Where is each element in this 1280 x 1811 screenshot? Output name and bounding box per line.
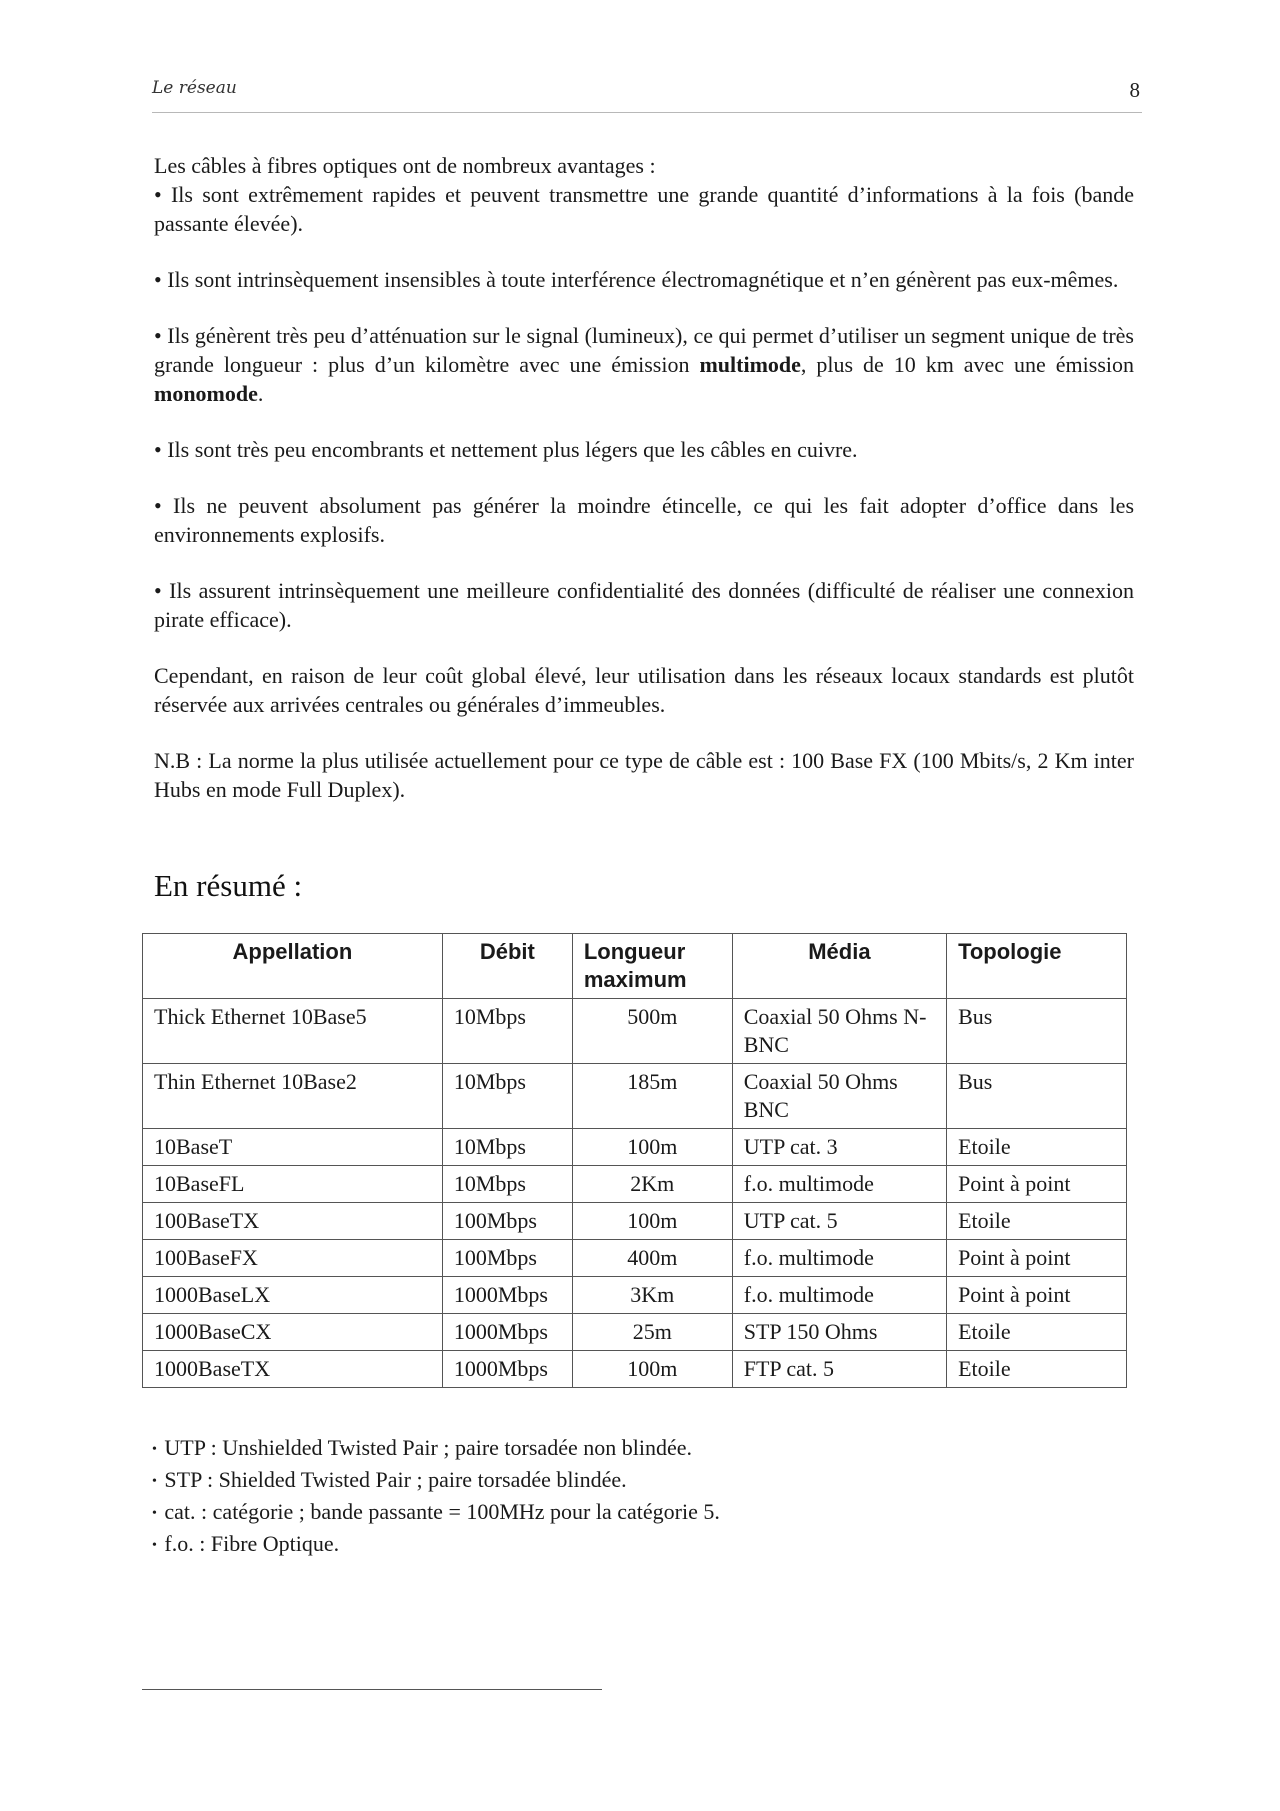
table-row [143, 1351, 1127, 1388]
header-topologie: Topologie [947, 934, 1127, 999]
cell-topologie: Point à point [947, 1166, 1127, 1203]
header-media: Média [732, 934, 946, 999]
cell-longueur: 100m [572, 1129, 732, 1166]
cell-appellation: 10BaseT [143, 1129, 443, 1166]
cell-debit: 100Mbps [442, 1240, 572, 1277]
cell-topologie: Bus [947, 999, 1127, 1064]
cell-topologie: Point à point [947, 1277, 1127, 1314]
bullet-lightweight: • Ils sont très peu encombrants et nettement plus légers que les câbles en cuivre. [154, 437, 858, 462]
table-row [143, 1166, 1127, 1203]
cell-debit: 10Mbps [442, 999, 572, 1064]
page-header [152, 76, 1142, 113]
cell-appellation: 1000BaseTX [143, 1351, 443, 1388]
table-row [143, 1277, 1127, 1314]
cell-topologie: Point à point [947, 1240, 1127, 1277]
bullet-dot-icon: • [152, 1506, 157, 1521]
bullet-attenuation-text-middle: , plus de 10 km avec une émission [800, 352, 1134, 377]
cell-media: Coaxial 50 Ohms N-BNC [732, 999, 946, 1064]
cell-media: Coaxial 50 Ohms BNC [732, 1064, 946, 1129]
cell-media: f.o. multimode [732, 1277, 946, 1314]
cell-debit: 100Mbps [442, 1203, 572, 1240]
table-row [143, 999, 1127, 1064]
cell-longueur: 100m [572, 1351, 732, 1388]
footnote-text: cat. : catégorie ; bande passante = 100MHz pour la catégorie 5. [164, 1499, 720, 1524]
table-row [143, 1203, 1127, 1240]
footnote-text: f.o. : Fibre Optique. [164, 1531, 340, 1556]
bold-monomode: monomode [154, 381, 258, 406]
cell-debit: 1000Mbps [442, 1351, 572, 1388]
table-row [143, 1240, 1127, 1277]
table-row [143, 1314, 1127, 1351]
table-header-row [143, 934, 1127, 999]
cell-topologie: Etoile [947, 1351, 1127, 1388]
cell-media: STP 150 Ohms [732, 1314, 946, 1351]
summary-table [142, 933, 1127, 1388]
cell-topologie: Etoile [947, 1129, 1127, 1166]
cell-appellation: 100BaseFX [143, 1240, 443, 1277]
bullet-speed: • Ils sont extrêmement rapides et peuvent transmettre une grande quantité d’informations à la fois (bande passante élevée). [154, 182, 1134, 236]
cell-debit: 10Mbps [442, 1064, 572, 1129]
summary-title: En résumé : [154, 868, 303, 903]
cell-media: UTP cat. 5 [732, 1203, 946, 1240]
cell-debit: 1000Mbps [442, 1277, 572, 1314]
header-title: Le réseau [152, 78, 237, 98]
bullet-attenuation-text-before: • Ils génèrent très peu d’atténuation sur le signal (lumineux), ce qui permet d’utiliser un segment unique de très grande longueur : plus d’un kilomètre avec une émission [154, 323, 1134, 377]
bullet-interference: • Ils sont intrinsèquement insensibles à toute interférence électromagnétique et n’en génèrent pas eux-mêmes. [154, 267, 1119, 292]
cell-longueur: 185m [572, 1064, 732, 1129]
page-number: 8 [1129, 78, 1140, 102]
bullet-dot-icon: • [152, 1474, 157, 1489]
cell-longueur: 500m [572, 999, 732, 1064]
cell-appellation: 100BaseTX [143, 1203, 443, 1240]
footnotes [152, 1433, 720, 1561]
cell-longueur: 2Km [572, 1166, 732, 1203]
cell-appellation: 10BaseFL [143, 1166, 443, 1203]
bold-multimode: multimode [699, 352, 801, 377]
cell-topologie: Etoile [947, 1314, 1127, 1351]
cell-appellation: Thick Ethernet 10Base5 [143, 999, 443, 1064]
bullet-spark: • Ils ne peuvent absolument pas générer la moindre étincelle, ce qui les fait adopter d’office dans les environnements explosifs. [154, 493, 1134, 547]
bullet-attenuation [154, 321, 1134, 408]
body-text [154, 151, 1134, 831]
cell-longueur: 100m [572, 1203, 732, 1240]
footnote-text: UTP : Unshielded Twisted Pair ; paire torsadée non blindée. [164, 1435, 692, 1460]
cell-debit: 1000Mbps [442, 1314, 572, 1351]
bullet-attenuation-text-after: . [257, 381, 264, 406]
footnote-stp [152, 1465, 720, 1497]
cell-longueur: 25m [572, 1314, 732, 1351]
bullet-dot-icon: • [152, 1442, 157, 1457]
footnote-cat [152, 1497, 720, 1529]
cell-debit: 10Mbps [442, 1166, 572, 1203]
bullet-dot-icon: • [152, 1538, 157, 1553]
header-longueur: Longueur maximum [572, 934, 732, 999]
cell-media: UTP cat. 3 [732, 1129, 946, 1166]
cell-media: f.o. multimode [732, 1166, 946, 1203]
footnote-utp [152, 1433, 720, 1465]
cell-appellation: Thin Ethernet 10Base2 [143, 1064, 443, 1129]
cell-topologie: Etoile [947, 1203, 1127, 1240]
footnote-text: STP : Shielded Twisted Pair ; paire torsadée blindée. [164, 1467, 627, 1492]
cell-debit: 10Mbps [442, 1129, 572, 1166]
cell-media: FTP cat. 5 [732, 1351, 946, 1388]
cell-media: f.o. multimode [732, 1240, 946, 1277]
table-row [143, 1064, 1127, 1129]
table-row [143, 1129, 1127, 1166]
cell-topologie: Bus [947, 1064, 1127, 1129]
cell-longueur: 3Km [572, 1277, 732, 1314]
bullet-confidentiality: • Ils assurent intrinsèquement une meilleure confidentialité des données (difficulté de réaliser une connexion pirate efficace). [154, 578, 1134, 632]
cost-paragraph: Cependant, en raison de leur coût global élevé, leur utilisation dans les réseaux locaux standards est plutôt réservée aux arrivées centrales ou générales d’immeubles. [154, 663, 1134, 717]
cell-longueur: 400m [572, 1240, 732, 1277]
header-debit: Débit [442, 934, 572, 999]
header-appellation: Appellation [143, 934, 443, 999]
footnote-separator [142, 1689, 602, 1690]
footnote-fo [152, 1529, 720, 1561]
intro-paragraph: Les câbles à fibres optiques ont de nombreux avantages : [154, 153, 656, 178]
cell-appellation: 1000BaseLX [143, 1277, 443, 1314]
nb-paragraph: N.B : La norme la plus utilisée actuellement pour ce type de câble est : 100 Base FX (100 Mbits/s, 2 Km inter Hubs en mode Full Duplex). [154, 748, 1134, 802]
cell-appellation: 1000BaseCX [143, 1314, 443, 1351]
